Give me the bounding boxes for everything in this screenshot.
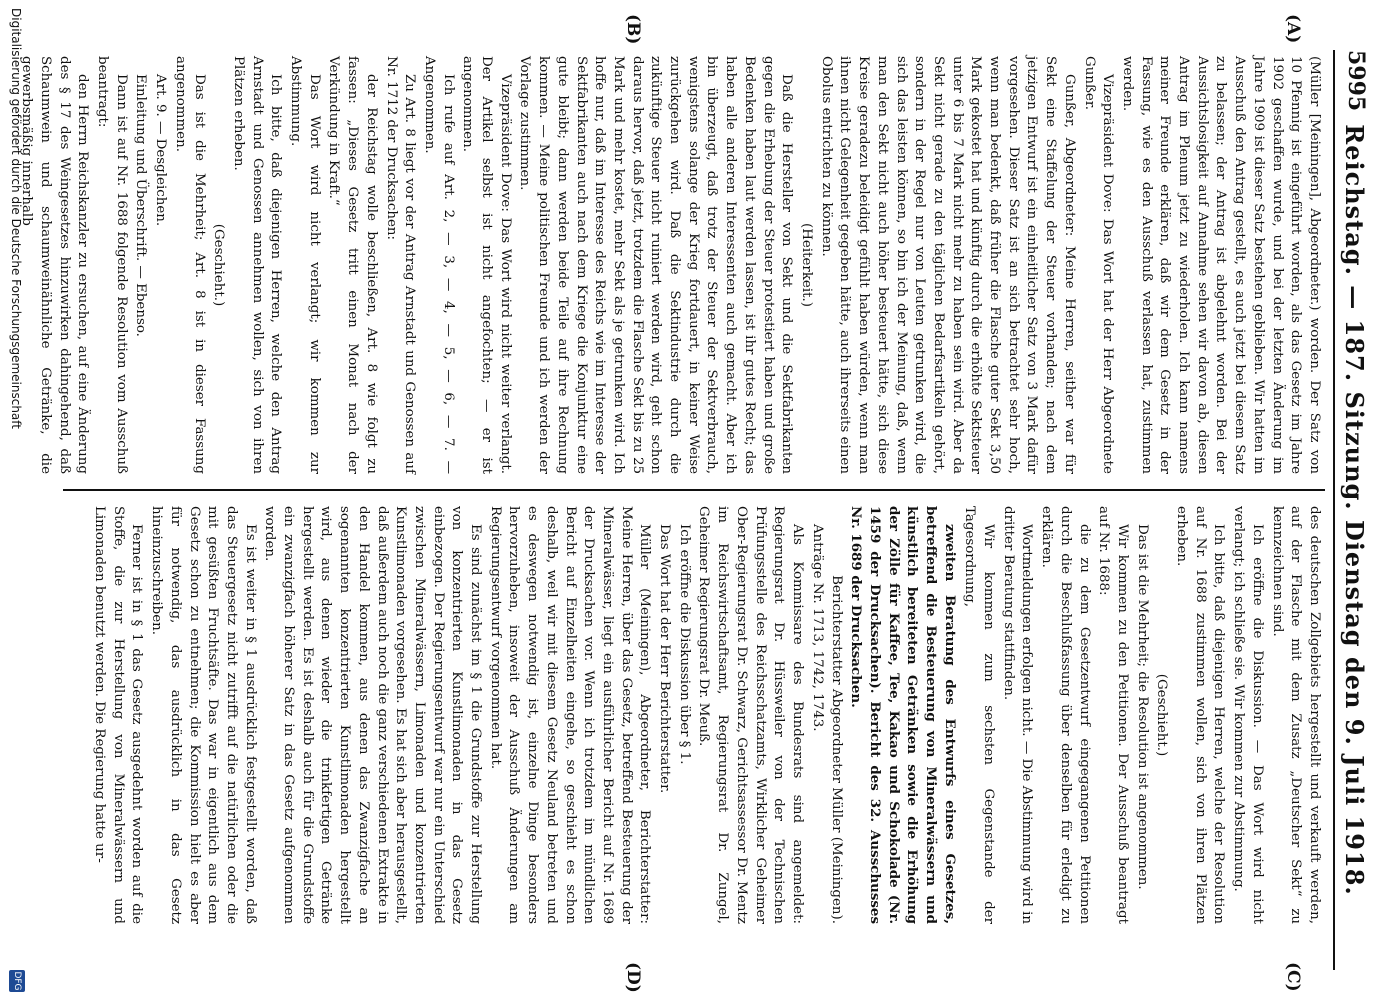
paragraph: den Herrn Reichskanzler zu ersuchen, auf eine Änderung des § 17 des Weingesetzes hinzuwirken dahingehend, daß Schaumwein und schaumweinähnliche Getränke, die gewerbsmäßig innerhalb xyxy=(19,56,91,474)
page-title: Reichstag. — 187. Sitzung. Dienstag den 9. Juli 1918. xyxy=(1340,124,1369,896)
header-rule xyxy=(1333,50,1335,970)
paragraph: Wir kommen zum sechsten Gegenstande der Tagesordnung, xyxy=(962,506,997,924)
paragraph: Es sind zunächst im § 1 die Grundstoffe zur Herstellung von konzentrierten Kunstlimonaden in das Gesetz einbezogen. Der Regierungsentwurf war nur ein Unterschied zwischen Mineralwässern, Limonaden und konzentrierten Kunstlimonaden vorgesehen. Es hat sich aber herausgestellt, daß außerdem auch noch die ganz verschiedenen Extrakte in den Handel kommen, aus denen das Zwanzigfache an sogenannten konzentrierten Kunstlimonaden hergestellt wird, aus denen wieder die trinkfertigen Getränke hergestellt werden. Es ist deshalb auch für die Grundstoffe ein zwanzigfach höherer Satz in das Gesetz aufgenommen worden. xyxy=(262,506,484,924)
paragraph: Ich eröffne die Diskussion. — Das Wort wird nicht verlangt; ich schließe sie. Wir kommen zur Abstimmung. xyxy=(1231,506,1265,924)
paragraph: Als Kommissare des Bundesrats sind angemeldet: Regierungsrat Dr. Hüssweiler von der Technischen Prüfungsstelle des Reichsschatzamts, Wirklicher Geheimer Ober-Regierungsrat Dr. Schwarz, Gerichtsassessor Dr. Mentz im Reichswirtschaftsamt, Regierungsrat Dr. Zungel, Geheimer Regierungsrat Dr. Meuß. xyxy=(696,506,806,924)
paragraph: Wir kommen zu den Petitionen. Der Ausschuß beantragt auf Nr. 1688: xyxy=(1096,506,1130,924)
paragraph: (Geschieht.) xyxy=(1154,673,1170,757)
paragraph: Vizepräsident Dove: Das Wort hat der Herr Abgeordnete Gunßer. xyxy=(1081,56,1116,474)
paragraph: Dann ist auf Nr. 1688 folgende Resolution vom Ausschuß beantragt: xyxy=(95,56,129,474)
margin-marker-a: (A) xyxy=(1283,14,1303,44)
left-text-column xyxy=(15,56,1323,474)
paragraph: die zu dem Gesetzentwurf eingegangenen Petitionen durch die Beschlußfassung über denselben für erledigt zu erklären. xyxy=(1039,506,1092,924)
dfg-logo: DFG xyxy=(9,970,25,992)
margin-marker-b: (B) xyxy=(623,14,643,45)
paragraph: Daß die Hersteller von Sekt und die Sektfabrikanten gegen die Erhebung der Steuer protestiert haben und große Bedenken haben laut werden lassen, ist ihr gutes Recht; das haben alle anderen Interessenten auch gemacht. Aber ich bin überzeugt, daß trotz der Steuer der Sektverbrauch, wenigstens solange der Krieg fortdauert, in keiner Weise zurückgehen wird. Daß die Sektindustrie durch die zukünftige Steuer nicht ruiniert werden wird, geht schon daraus hervor, daß jetzt, trotzdem die Flasche Sekt bis zu 25 Mark und mehr kostet, mehr Sekt als je getrunken wird. Ich hoffe nur, daß im Interesse des Reichs wie im Interesse der Sektfabrikanten auch nach dem Kriege die Konjunktur eine gute bleibt; dann werden beide Teile auf ihre Rechnung kommen. — Meine politischen Freunde und ich werden der Vorlage zustimmen. xyxy=(517,56,795,474)
paragraph: Vizepräsident Dove: Das Wort wird nicht weiter verlangt. Der Artikel selbst ist nicht angefochten; — er ist angenommen. xyxy=(460,56,513,474)
paragraph: Anträge Nr. 1713, 1742, 1743. xyxy=(809,524,825,732)
digitization-footer xyxy=(3,0,27,1000)
page-header xyxy=(1333,50,1377,970)
paragraph: Einleitung und Überschrift. — Ebenso. xyxy=(133,74,149,337)
paragraph: des deutschen Zollgebiets hergestellt und verkauft werden, auf der Flasche mit dem Zusatz „Deutscher Sekt“ zu kennzeichnen sind. xyxy=(1269,506,1322,924)
paragraph: Ich rufe auf Art. 2, — 3, — 4, — 5, — 6, — 7. — Angenommen. xyxy=(421,56,456,474)
paragraph: Das Wort wird nicht verlangt; wir kommen zur Abstimmung. xyxy=(288,56,322,474)
paragraph: Gunßer, Abgeordneter: Meine Herren, seither war für Sekt eine Staffelung der Steuer vorhanden; nach dem jetzigen Entwurf ist ein einheitlicher Satz von 3 Mark dafür vorgesehen. Dieser Satz ist an sich betrachtet sehr hoch, wenn man bedenkt, daß früher die Flasche guter Sekt 3,50 Mark gekostet hat und künftig durch die erhöhte Sektsteuer unter 6 bis 7 Mark nicht mehr zu haben sein wird. Aber da Sekt nicht gerade zu den täglichen Bedarfsartikeln gehört, sondern in der Regel nur von Leuten getrunken wird, die sich das leisten können, so bin ich der Meinung, daß, wenn man den Sekt nicht auch höher besteuert hätte, sich diese Kreise geradezu beleidigt gefühlt haben würden, wenn man ihnen nicht Gelegenheit gegeben hätte, auch ihrerseits einen Obolus entrichten zu können. xyxy=(818,56,1077,474)
paragraph: Ich bitte, daß diejenigen Herren, welche den Antrag Arnstadt und Genossen annehmen wollen, sich von ihren Plätzen erheben. xyxy=(230,56,284,474)
right-text-column xyxy=(88,506,1323,924)
paragraph: Das Wort hat der Herr Berichterstatter. xyxy=(657,524,673,794)
paragraph: (Heiterkeit.) xyxy=(799,223,815,307)
paragraph: zweiten Beratung des Entwurfs eines Gesetzes, betreffend die Besteuerung von Mineralwässern und künstlich bereiteten Getränken sowie die Erhöhung der Zölle für Kaffee, Tee, Kakao und Schokolade (Nr. 1459 der Drucksachen). Bericht des 32. Ausschusses Nr. 1689 der Drucksachen. xyxy=(848,506,958,924)
paragraph: (Geschieht.) xyxy=(211,223,227,307)
paragraph: Müller (Meiningen), Abgeordneter, Berichterstatter: Meine Herren, über das Gesetz, betreffend Besteuerung der Mineralwässer, liegt ein ausführlicher Bericht auf Nr. 1689 der Drucksachen vor. Wenn ich trotzdem im mündlichen Bericht auf Einzelheiten eingehe, so geschieht es schon deshalb, weil wir mit diesem Gesetz Neuland betreten und es deswegen notwendig ist, einzelne Dinge besonders hervorzuheben, insoweit der Ausschuß Änderungen am Regierungsentwurf vorgenommen hat. xyxy=(487,506,653,924)
footer-text: Digitalisierung gefördert durch die Deutsche Forschungsgemeinschaft xyxy=(9,8,23,430)
paragraph: Das ist die Mehrheit; die Resolution ist angenommen. xyxy=(1134,524,1150,890)
paragraph: Zu Art. 8 liegt vor der Antrag Arnstadt und Genossen auf Nr. 1712 der Drucksachen: xyxy=(383,56,418,474)
paragraph: (Müller [Meiningen], Abgeordneter.) worden. Der Satz von 10 Pfennig ist eingeführt worden, als das Gesetz im Jahre 1902 geschaffen wurde, und bei der letzten Änderung im Jahre 1909 ist dieser Satz bestehen geblieben. Wir hatten im Ausschuß den Antrag gestellt, es auch jetzt bei diesem Satz zu belassen; der Antrag ist abgelehnt worden. Bei der Aussichtslosigkeit auf Annahme sehen wir davon ab, diesen Antrag im Plenum jetzt zu wiederholen. Ich kann namens meiner Freunde erklären, daß wir dem Gesetz in der Fassung, wie es den Ausschuß verlassen hat, zustimmen werden. xyxy=(1119,56,1322,474)
margin-marker-c: (C) xyxy=(1283,962,1303,992)
paragraph: Art. 9. — Desgleichen. xyxy=(153,74,169,227)
paragraph: Das ist die Mehrheit; Art. 8 ist in dieser Fassung angenommen. xyxy=(172,56,207,474)
paragraph: Berichterstatter Abgeordneter Müller (Meiningen). xyxy=(829,575,845,924)
paragraph: Ich bitte, daß diejenigen Herren, welche der Resolution auf Nr. 1688 zustimmen wollen, sich von ihren Plätzen erheben. xyxy=(1174,506,1227,924)
column-divider xyxy=(63,489,1325,491)
paragraph: Ich eröffne die Diskussion über § 1. xyxy=(676,524,692,765)
page-number: 5995 xyxy=(1343,50,1369,112)
paragraph: der Reichstag wolle beschließen, Art. 8 wie folgt zu fassen: „Dieses Gesetz tritt einen Monat nach der Verkündung in Kraft.“ xyxy=(326,56,379,474)
paragraph: Ferner ist in § 1 das Gesetz ausgedehnt worden auf die Stoffe, die zur Herstellung von Mineralwässern und Limonaden benutzt werden. Die Regierung hatte ur- xyxy=(92,506,145,924)
margin-marker-d: (D) xyxy=(623,962,643,993)
paragraph: Wortmeldungen erfolgen nicht. — Die Abstimmung wird in dritter Beratung stattfinden. xyxy=(1000,506,1035,924)
paragraph: Es ist weiter in § 1 ausdrücklich festgestellt worden, daß das Steuergesetz nicht zutrifft auf die natürlichen oder die mit gesüßten Fruchtsäfte. Das war in eigentlich aus dem Gesetz schon zu entnehmen; die Kommission hielt es aber für notwendig, das ausdrücklich in das Gesetz hineinzuschreiben. xyxy=(149,506,258,924)
